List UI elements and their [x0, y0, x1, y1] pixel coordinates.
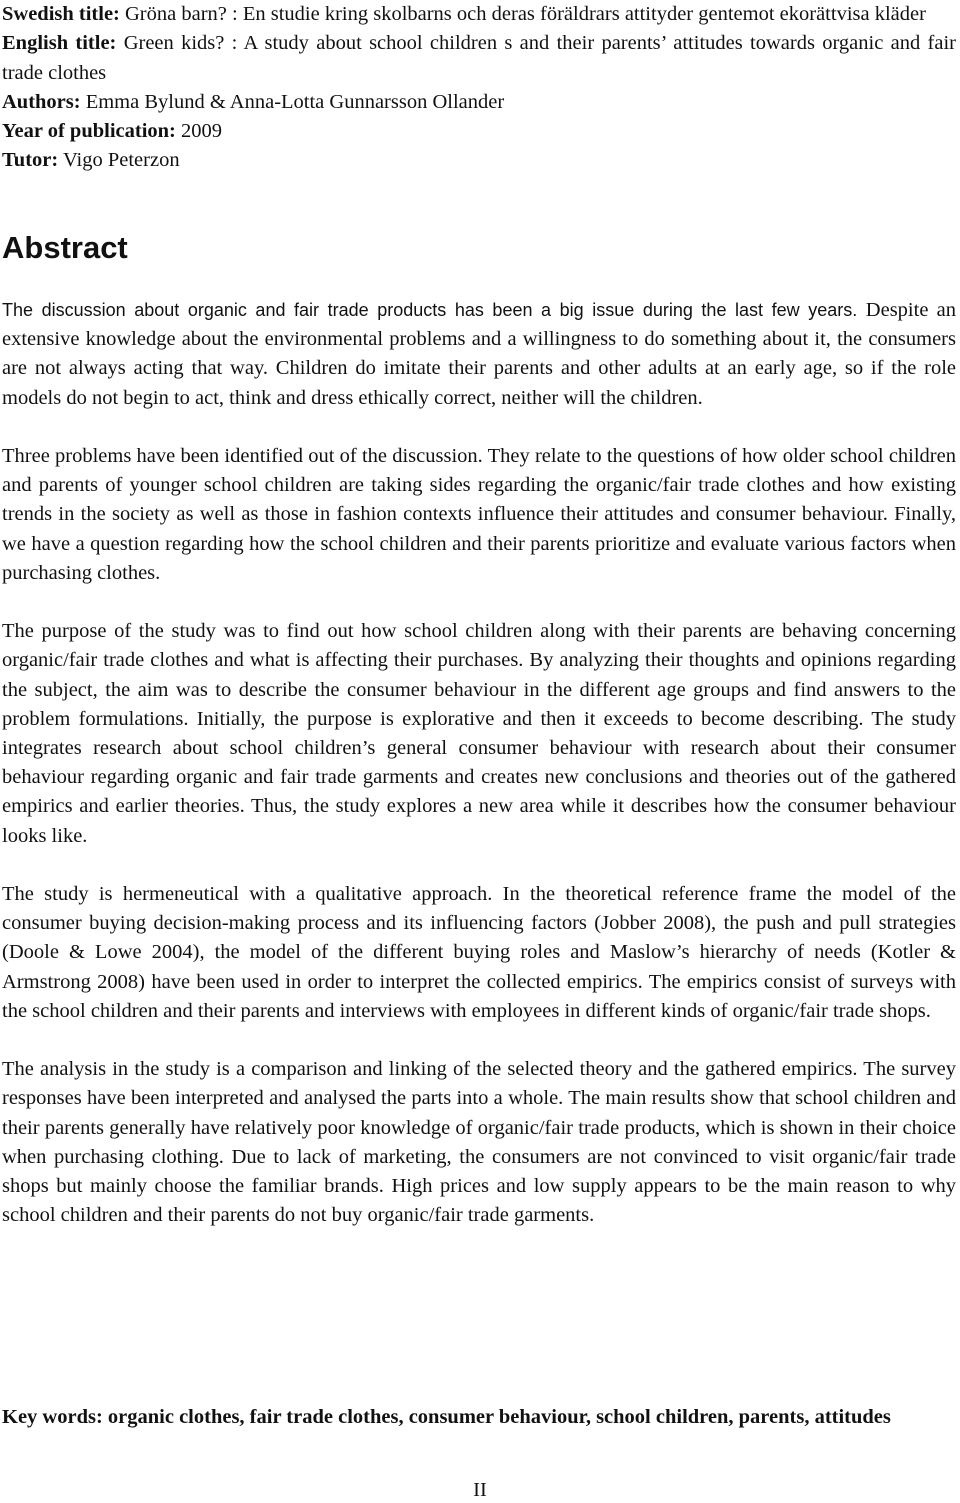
tutor-label: Tutor: — [2, 149, 59, 172]
tutor-line — [2, 146, 956, 175]
swedish-title-line — [2, 0, 956, 29]
abstract-paragraph-1 — [2, 296, 956, 413]
abstract-paragraph-5: The analysis in the study is a comparison and linking of the selected theory and the gathered empirics. The survey responses have been interpreted and analysed the parts into a whole. The main results show that school children and their parents generally have relatively poor knowledge of organic/fair trade products, which is shown in their choice when purchasing clothing. Due to lack of marketing, the consumers are not convinced to visit organic/fair trade shops but mainly choose the familiar brands. High prices and low supply appears to be the main reason to why school children and their parents do not buy organic/fair trade garments. — [2, 1058, 956, 1227]
authors: Emma Bylund & Anna-Lotta Gunnarsson Ollander — [85, 90, 505, 113]
abstract-paragraph-2: Three problems have been identified out of the discussion. They relate to the questions of how older school children and parents of younger school children are taking sides regarding the organic/fair trade clothes and how existing trends in the society as well as those in fashion contexts influence their attitudes and consumer behaviour. Finally, we have a question regarding how the school children and their parents prioritize and evaluate various factors when purchasing clothes. — [2, 445, 956, 584]
abstract-paragraph-1-lead: The discussion about organic and fair trade products has been a big issue during the last few years. — [2, 300, 858, 320]
authors-line — [2, 88, 956, 117]
abstract-paragraph-1-rest: Despite an extensive knowledge about the environmental problems and a willingness to do something about it, the consumers are not always acting that way. Children do imitate their parents and other adults at an early age, so if the role models do not begin to act, think and dress ethically correct, neither will the children. — [2, 299, 956, 409]
english-title-label: English title: — [2, 32, 117, 55]
tutor: Vigo Peterzon — [62, 149, 180, 172]
keywords: Key words: organic clothes, fair trade clothes, consumer behaviour, school children, parents, attitudes — [2, 1406, 891, 1428]
abstract-paragraph-3: The purpose of the study was to find out how school children along with their parents are behaving concerning organic/fair trade clothes and what is affecting their purchases. By analyzing their thoughts and opinions regarding the subject, the aim was to describe the consumer behaviour in the different age groups and find answers to the problem formulations. Initially, the purpose is explorative and then it exceeds to become describing. The study integrates research about school children’s general consumer behaviour with research about their consumer behaviour regarding organic and fair trade garments and creates new conclusions and theories out of the gathered empirics and earlier theories. Thus, the study explores a new area while it describes how the consumer behaviour looks like. — [2, 620, 956, 847]
page-number: II — [473, 1479, 487, 1501]
swedish-title-label: Swedish title: — [2, 3, 120, 25]
year-label: Year of publication: — [2, 120, 176, 143]
abstract-body — [2, 296, 956, 1260]
english-title: Green kids? : A study about school children s and their parents’ attitudes towards organic and fair trade clothes — [2, 32, 956, 84]
swedish-title: Gröna barn? : En studie kring skolbarns och deras föräldrars attityder gentemot ekorättvisa kläder — [125, 3, 926, 25]
abstract-heading: Abstract — [2, 230, 128, 265]
abstract-paragraph-4: The study is hermeneutical with a qualitative approach. In the theoretical reference frame the model of the consumer buying decision-making process and its influencing factors (Jobber 2008), the push and pull strategies (Doole & Lowe 2004), the model of the different buying roles and Maslow’s hierarchy of needs (Kotler & Armstrong 2008) have been used in order to interpret the collected empirics. The empirics consist of surveys with the school children and their parents and interviews with employees in different kinds of organic/fair trade shops. — [2, 883, 956, 1022]
authors-label: Authors: — [2, 90, 81, 113]
title-block — [2, 0, 956, 176]
english-title-line — [2, 29, 956, 88]
year-line — [2, 117, 956, 146]
year: 2009 — [181, 120, 223, 143]
